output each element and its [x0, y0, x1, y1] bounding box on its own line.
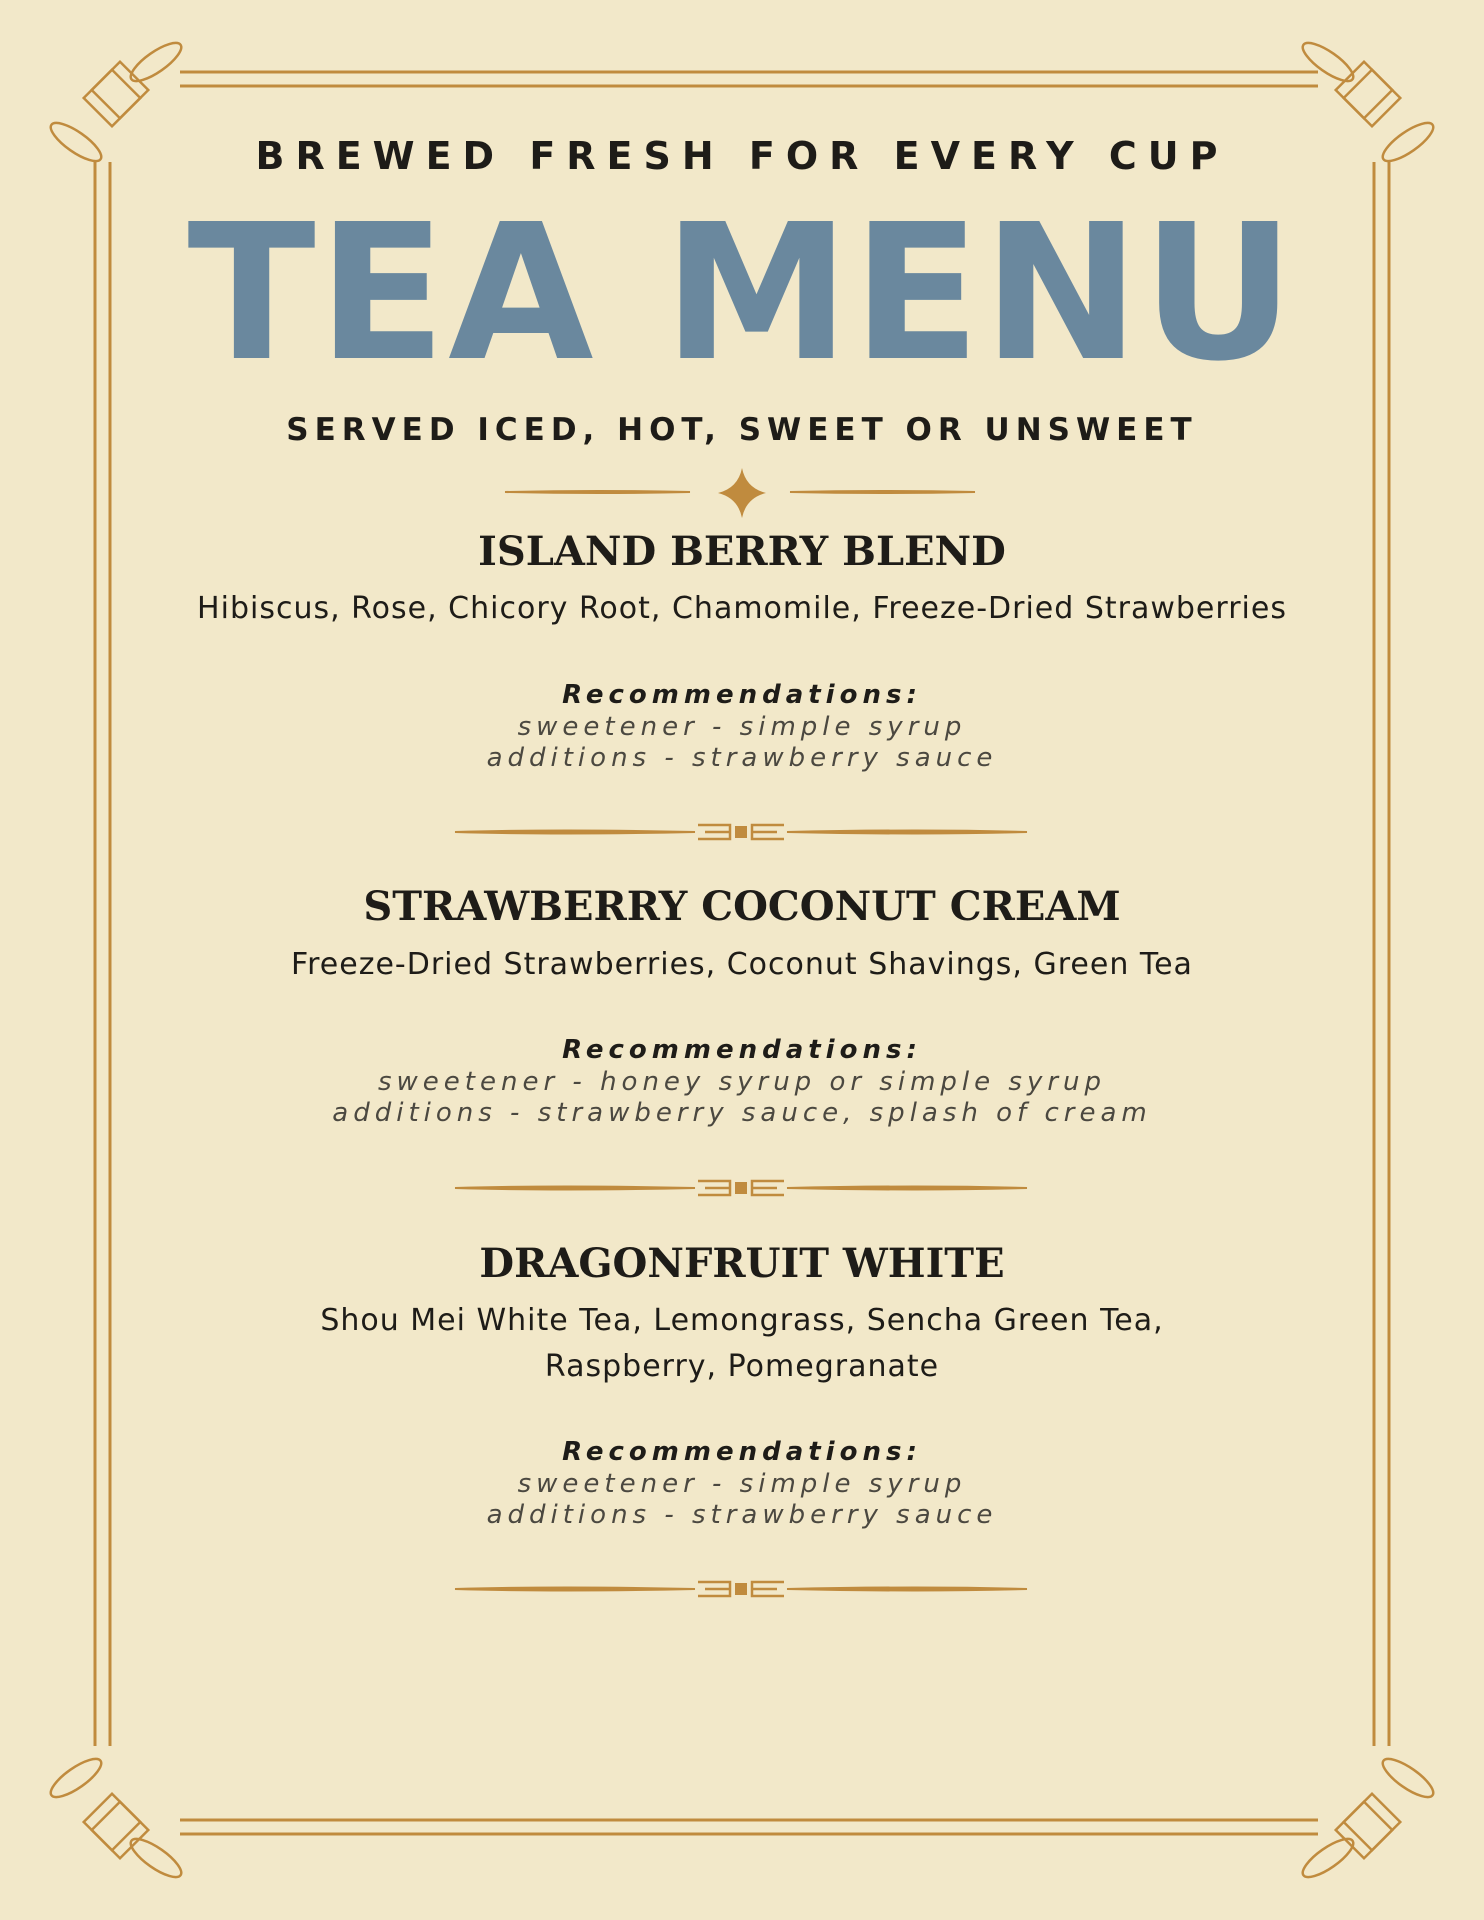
star-divider [505, 468, 975, 518]
ornament-divider [455, 1582, 1027, 1596]
recommendation-additions: additions - strawberry sauce [486, 743, 998, 773]
item-name: ISLAND BERRY BLEND [478, 528, 1006, 575]
recommendation-sweetener: sweetener - simple syrup [517, 712, 967, 742]
item-description: Hibiscus, Rose, Chicory Root, Chamomile, Freeze-Dried Strawberries [197, 591, 1287, 626]
page-title: TEA MENU [187, 184, 1297, 403]
sparkle-star-icon [718, 468, 766, 518]
recommendation-additions: additions - strawberry sauce [486, 1500, 998, 1530]
recommendation-sweetener: sweetener - honey syrup or simple syrup [378, 1067, 1106, 1097]
header-kicker: BREWED FRESH FOR EVERY CUP [255, 134, 1229, 178]
recommendations-label: Recommendations: [562, 1437, 922, 1467]
item-description: Raspberry, Pomegranate [544, 1349, 940, 1384]
recommendations-label: Recommendations: [562, 1035, 922, 1065]
item-description: Shou Mei White Tea, Lemongrass, Sencha Green Tea, [320, 1303, 1164, 1338]
item-description: Freeze-Dried Strawberries, Coconut Shavings, Green Tea [291, 947, 1193, 982]
recommendation-sweetener: sweetener - simple syrup [517, 1469, 967, 1499]
ornament-divider [455, 1181, 1027, 1195]
corner-flourish-icon [46, 1753, 187, 1884]
ornament-divider [455, 825, 1027, 839]
item-name: STRAWBERRY COCONUT CREAM [363, 883, 1121, 930]
corner-flourish-icon [1298, 1753, 1439, 1884]
recommendation-additions: additions - strawberry sauce, splash of cream [332, 1098, 1152, 1128]
recommendations-label: Recommendations: [562, 680, 922, 710]
header-subkicker: SERVED ICED, HOT, SWEET OR UNSWEET [286, 412, 1198, 448]
item-name: DRAGONFRUIT WHITE [479, 1240, 1005, 1287]
